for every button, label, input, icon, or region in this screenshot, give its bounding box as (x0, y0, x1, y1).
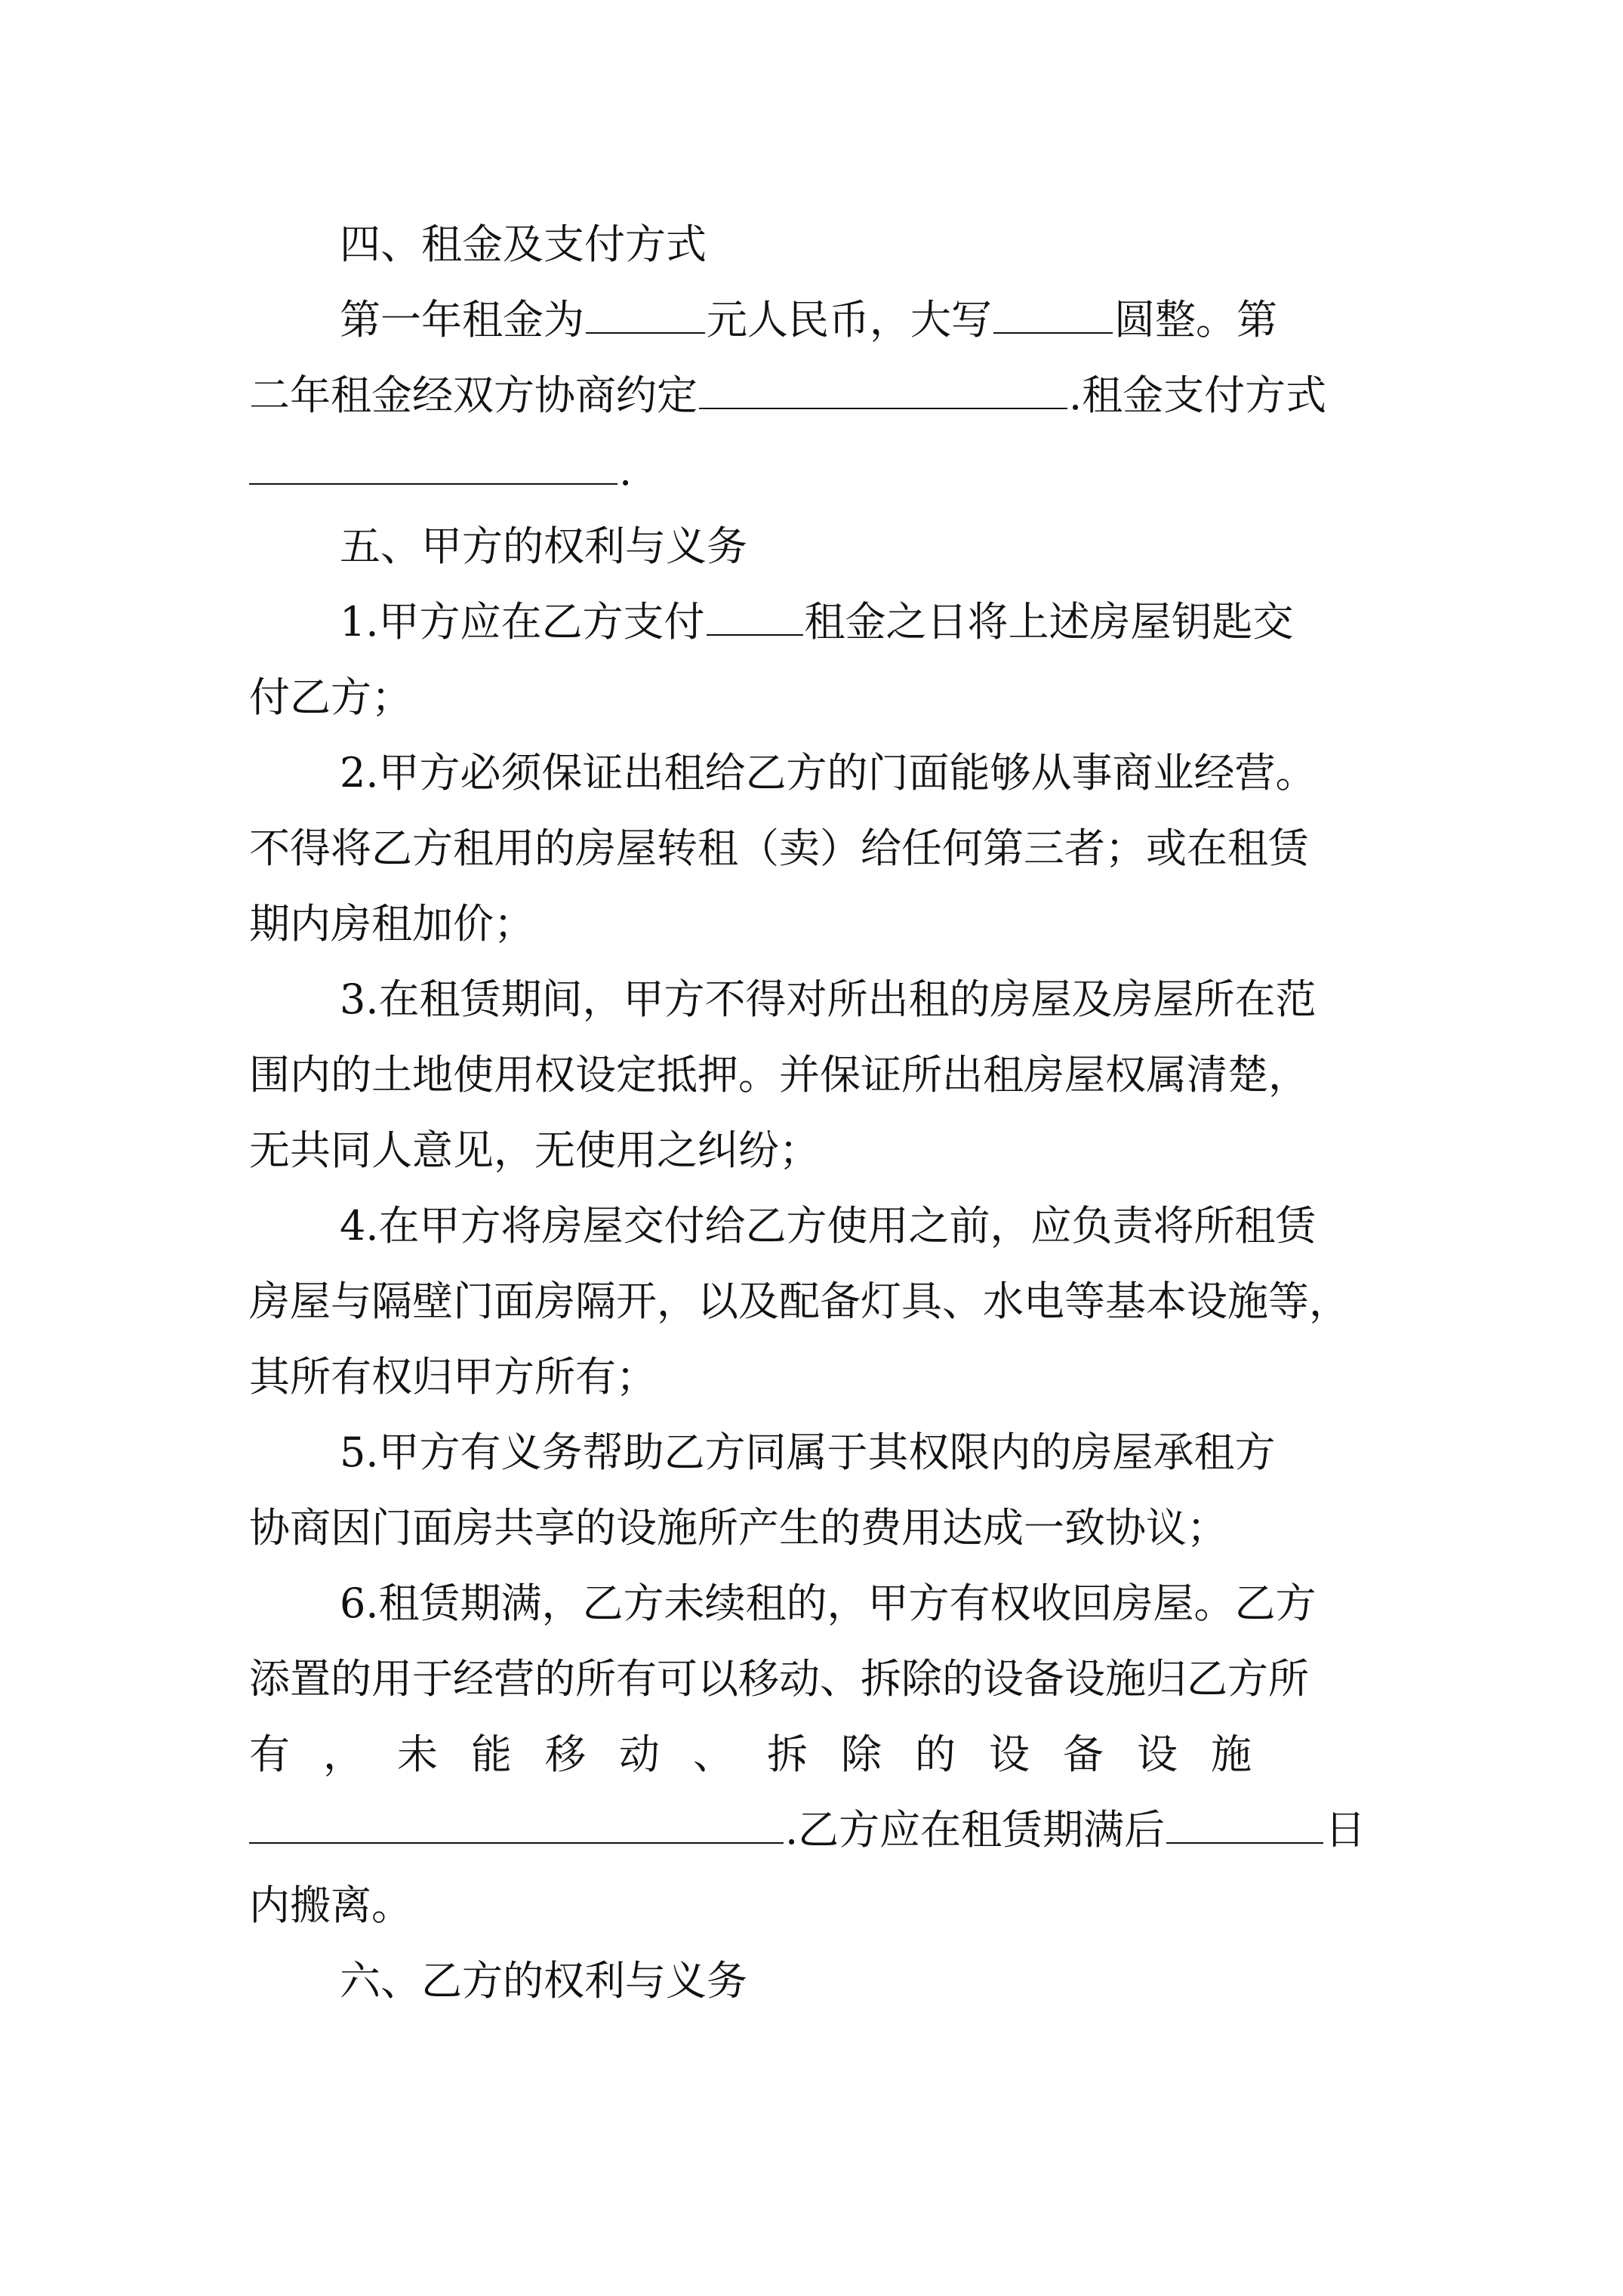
clause-3-line-3: 无共同人意见，无使用之纠纷； (249, 1126, 820, 1174)
clause-6-line-2: 添置的用于经营的所有可以移动、拆除的设备设施归乙方所 (249, 1655, 1309, 1703)
rent-uppercase-blank[interactable] (993, 299, 1113, 334)
fixtures-disposal-blank[interactable] (249, 1809, 784, 1844)
section-4-heading: 四、租金及支付方式 (340, 220, 707, 268)
text: 元人民币，大写 (707, 296, 992, 344)
payment-method-blank[interactable] (249, 450, 617, 485)
text: 1.甲方应在乙方支付 (340, 598, 705, 646)
text: .租金支付方式 (1069, 371, 1327, 419)
rent-second-year-line (249, 371, 1387, 420)
clause-1-line-2: 付乙方； (249, 673, 412, 721)
section-5-heading: 五、甲方的权利与义务 (340, 522, 747, 570)
payment-method-line (249, 447, 1387, 495)
clause-5-line-2: 协商因门面房共享的设施所产生的费用达成一致协议； (249, 1504, 1227, 1552)
clause-6-line-5: 内搬离。 (249, 1881, 412, 1929)
clause-6-line-1: 6.租赁期满，乙方未续租的，甲方有权收回房屋。乙方 (340, 1579, 1317, 1627)
text: 日 (1325, 1806, 1366, 1854)
text: 租金之日将上述房屋钥匙交 (804, 598, 1294, 646)
clause-6-line-3: 有，未能移动、拆除的设备设施 (249, 1730, 1285, 1778)
clause-3-line-2: 围内的土地使用权设定抵押。并保证所出租房屋权属清楚， (249, 1051, 1309, 1099)
clause-4-line-2: 房屋与隔壁门面房隔开，以及配备灯具、水电等基本设施等， (249, 1277, 1350, 1325)
second-year-rent-blank[interactable] (699, 374, 1067, 409)
clause-5-line-1: 5.甲方有义务帮助乙方同属于其权限内的房屋承租方 (340, 1428, 1276, 1476)
rent-period-blank[interactable] (707, 601, 803, 636)
clause-3-line-1: 3.在租赁期间，甲方不得对所出租的房屋及房屋所在范 (340, 975, 1317, 1023)
text: 圆整。第 (1114, 296, 1277, 344)
text: 第一年租金为 (340, 296, 584, 344)
text: 二年租金经双方协商约定 (249, 371, 698, 419)
clause-1-line-1 (340, 598, 1387, 646)
text: .乙方应在租赁期满后 (785, 1806, 1166, 1854)
clause-2-line-1: 2.甲方必须保证出租给乙方的门面能够从事商业经营。 (340, 749, 1317, 797)
clause-2-line-2: 不得将乙方租用的房屋转租（卖）给任何第三者；或在租赁 (249, 824, 1309, 872)
move-out-days-blank[interactable] (1166, 1809, 1323, 1844)
text: . (619, 447, 633, 495)
clause-2-line-3: 期内房租加价； (249, 900, 534, 948)
section-6-heading: 六、乙方的权利与义务 (340, 1957, 747, 2005)
clause-4-line-3: 其所有权归甲方所有； (249, 1353, 657, 1401)
clause-6-line-4 (249, 1806, 1387, 1854)
clause-4-line-1: 4.在甲方将房屋交付给乙方使用之前，应负责将所租赁 (340, 1202, 1317, 1250)
first-year-rent-blank[interactable] (586, 299, 705, 334)
rent-first-year-line (340, 296, 1387, 344)
